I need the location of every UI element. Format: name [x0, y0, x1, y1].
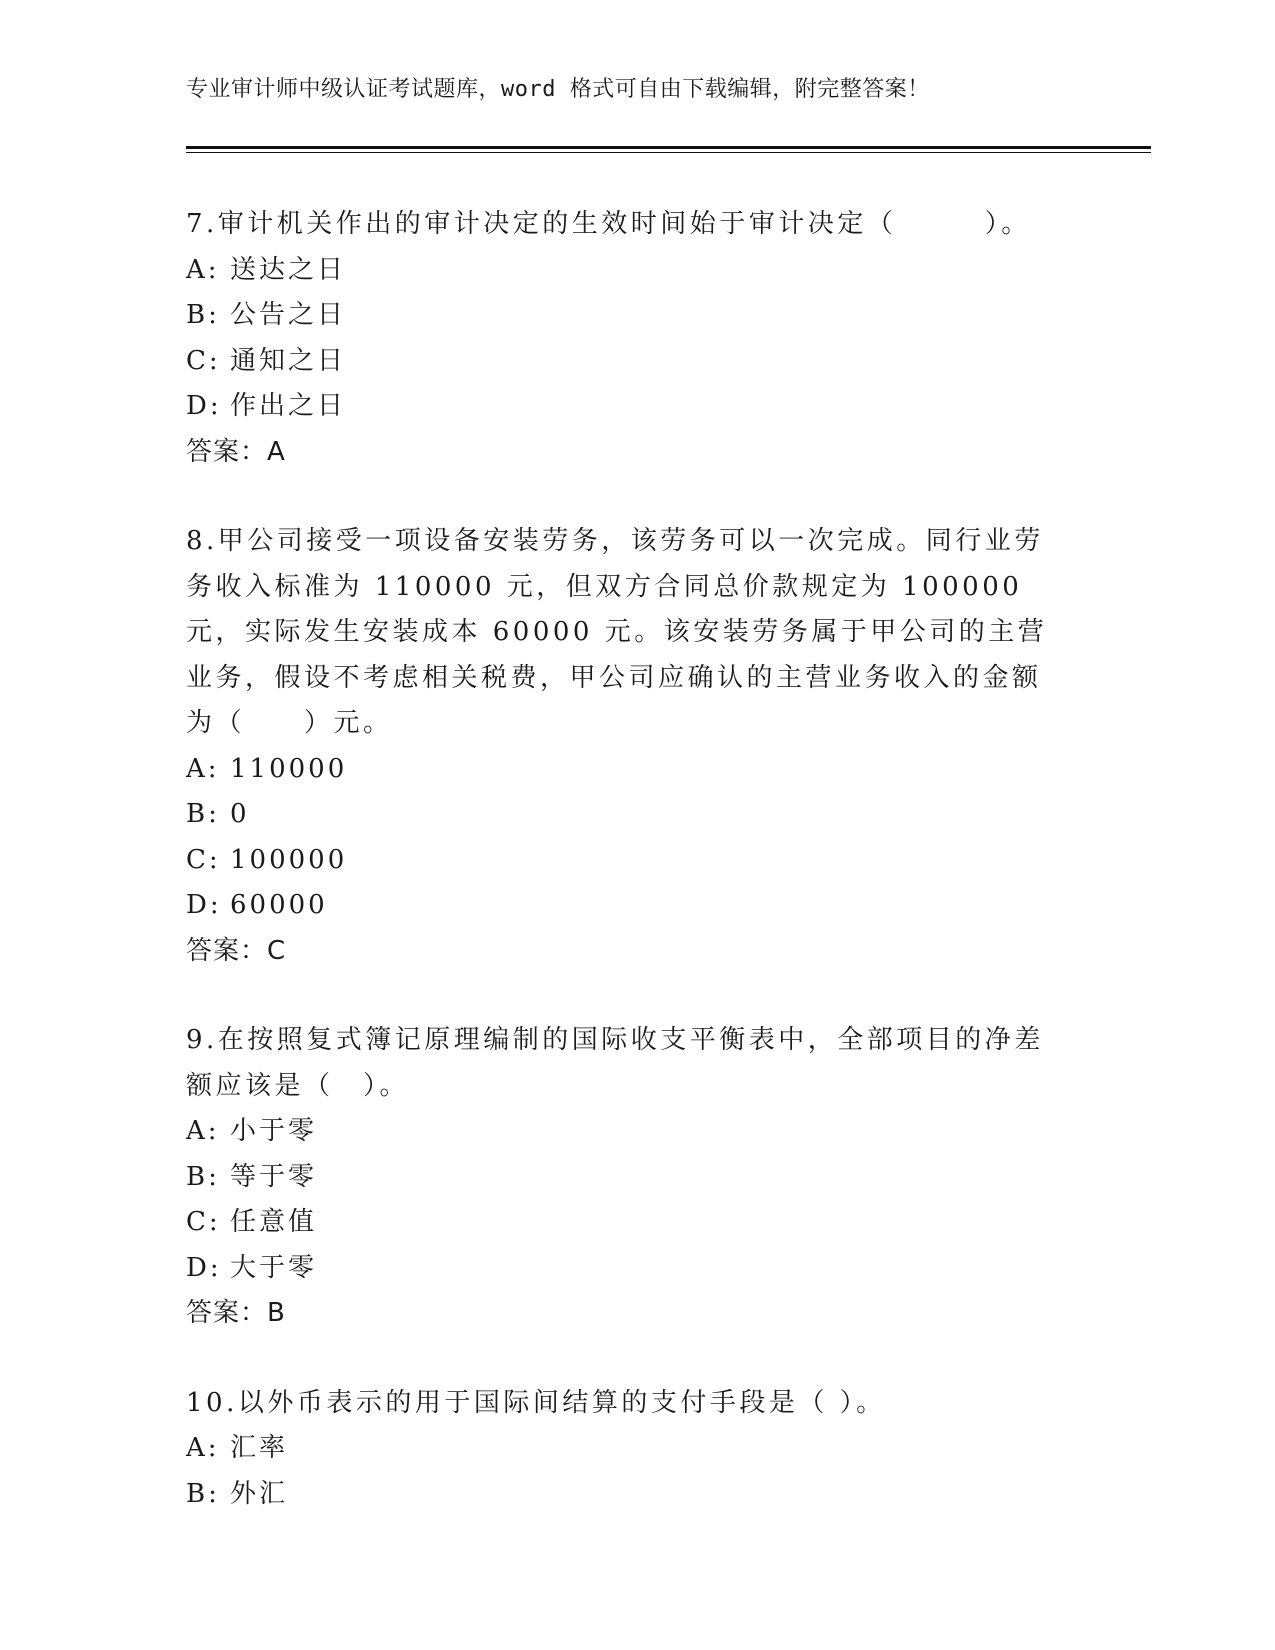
question-list — [186, 202, 1066, 1561]
question-text: 8.甲公司接受一项设备安装劳务，该劳务可以一次完成。同行业劳务收入标准为 110000 元，但双方合同总价款规定为 100000 元，实际发生安装成本 60000 元。该安装劳务属于甲公司的主营业务，假设不考虑相关税费，甲公司应确认的主营业务收入的金额为（ ）元。 — [186, 526, 1048, 738]
option-b — [186, 1155, 1066, 1201]
option-text: 0 — [230, 799, 250, 829]
page-header: 专业审计师中级认证考试题库，word 格式可自由下载编辑，附完整答案！ — [186, 77, 930, 102]
question-text: 7.审计机关作出的审计决定的生效时间始于审计决定（ ）。 — [186, 209, 1031, 239]
option-label: C: — [186, 1207, 221, 1237]
option-c — [186, 838, 1066, 884]
answer-line: 答案：B — [186, 1298, 286, 1328]
option-text: 任意值 — [230, 1207, 318, 1237]
option-label: B: — [186, 799, 220, 829]
option-label: D: — [186, 890, 222, 920]
option-label: B: — [186, 300, 220, 330]
option-a — [186, 1426, 1066, 1472]
option-label: B: — [186, 1161, 220, 1192]
option-label: D: — [186, 1252, 222, 1283]
option-label: A: — [186, 753, 220, 784]
question-text: 10.以外币表示的用于国际间结算的支付手段是（ ）。 — [186, 1387, 886, 1418]
option-text: 等于零 — [230, 1161, 318, 1192]
option-b — [186, 293, 1066, 339]
option-d — [186, 384, 1066, 430]
option-d — [186, 883, 1066, 929]
option-a — [186, 248, 1066, 294]
option-b — [186, 1472, 1066, 1518]
option-label: C: — [186, 345, 221, 376]
option-label: A: — [186, 254, 220, 285]
option-text: 60000 — [230, 890, 328, 920]
option-text: 外汇 — [230, 1478, 289, 1509]
option-c — [186, 339, 1066, 385]
option-text: 作出之日 — [230, 391, 347, 421]
question-text: 9.在按照复式簿记原理编制的国际收支平衡表中，全部项目的净差额应该是（ ）。 — [186, 1025, 1044, 1101]
option-text: 通知之日 — [230, 345, 347, 376]
option-text: 大于零 — [230, 1252, 318, 1283]
option-text: 汇率 — [230, 1433, 289, 1463]
question-10 — [186, 1381, 1066, 1518]
answer-line: 答案：A — [186, 436, 286, 467]
header-rule-thick — [186, 146, 1151, 149]
header-rule-thin — [186, 152, 1151, 153]
option-label: A: — [186, 1116, 220, 1146]
option-b — [186, 792, 1066, 838]
question-8 — [186, 519, 1066, 974]
option-text: 送达之日 — [230, 254, 347, 285]
option-label: A: — [186, 1433, 220, 1463]
option-text: 公告之日 — [230, 300, 347, 330]
option-text: 110000 — [230, 753, 348, 784]
option-c — [186, 1200, 1066, 1246]
option-text: 100000 — [230, 844, 348, 875]
option-d — [186, 1246, 1066, 1292]
question-9 — [186, 1018, 1066, 1337]
question-7 — [186, 202, 1066, 475]
option-a — [186, 747, 1066, 793]
option-text: 小于零 — [230, 1116, 318, 1146]
option-label: C: — [186, 844, 221, 875]
option-label: D: — [186, 391, 222, 421]
option-label: B: — [186, 1478, 220, 1509]
option-a — [186, 1109, 1066, 1155]
answer-line: 答案：C — [186, 935, 287, 966]
